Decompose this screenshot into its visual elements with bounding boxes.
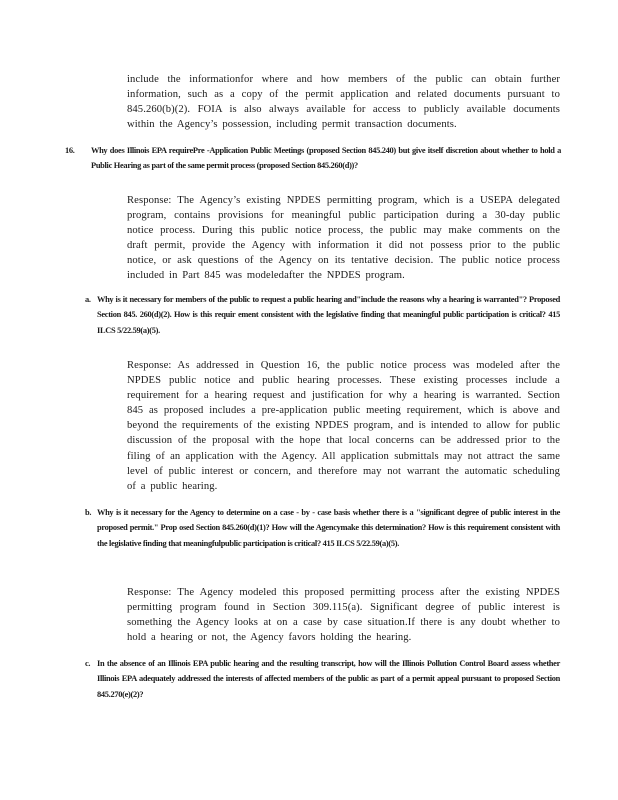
question-text: In the absence of an Illinois EPA public hearing and the resulting transcript, how will the Illinois Pollution Control Board assess whether Illinois EPA adequately addressed the interests of affected members of the public as part of a permit appeal pursuant to proposed Section 845.270(e)(2)? [97,659,560,699]
question-b-response: Response: The Agency modeled this proposed permitting process after the existing NPDES permitting program found in Section 309.115(a). Significant degree of public interest is something the Agency looks at on a case by case situation.If there is any doubt whether to hold a hearing or not, the Agency favors holding the hearing. [127,587,560,644]
question-16 [65,143,561,174]
question-number: 16. [65,146,75,155]
question-a-response: Response: As addressed in Question 16, the public notice process was modeled after the NPDES public notice and public hearing processes. These existing processes include a requirement for a hearing request and justification for why a hearing is warranted. Section 845 as proposed includes a pre-application public meeting requirement, which is above and beyond the requirements of the existing NPDES program, and is intended to allow for public discussion of the proposal with the hope that local concerns can be addressed prior to the filing of an application with the Agency. All application submittals may not attract the same level of public interest or concern, and therefore may not warrant the automatic scheduling of a public hearing. [127,360,560,492]
question-text: Why is it necessary for members of the public to request a public hearing and"include the reasons why a hearing is warranted"? Proposed Section 845. 260(d)(2). How is this requir ement consistent with the legislative finding that meaningful public participation is critical? 415 ILCS 5/22.59(a)(5). [97,295,560,335]
question-text: Why does Illinois EPA requirePre -Application Public Meetings (proposed Section 845.240) but give itself discretion about whether to hold a Public Hearing as part of the same permit process (proposed Section 845.260(d))? [91,146,561,171]
question-b [85,505,560,551]
question-a [85,292,560,338]
intro-response-text: include the informationfor where and how members of the public can obtain further information, such as a copy of the permit application and related documents pursuant to 845.260(b)(2). FOIA is also always available for access to publicly available documents within the Agency’s possession, including permit transaction documents. [127,74,560,131]
question-text: Why is it necessary for the Agency to determine on a case - by - case basis whether there is a "significant degree of public interest in the proposed permit." Prop osed Section 845.260(d)(1)? How will the Agencymake this determination? How is this requirement consistent with the legislative finding that meaningfulpublic participation is critical? 415 ILCS 5/22.59(a)(5). [97,508,560,548]
question-number: a. [85,295,91,304]
question-c [85,656,560,702]
question-number: b. [85,508,92,517]
question-16-response: Response: The Agency’s existing NPDES permitting program, which is a USEPA delegated program, contains provisions for meaningful public participation during a 30-day public notice process. During this public notice process, the public may make comments on the draft permit, provide the Agency with information it did not possess prior to the public notice, or ask questions of the Agency on its tentative decision. The public notice process included in Part 845 was modeledafter the NPDES program. [127,195,560,282]
question-number: c. [85,659,91,668]
